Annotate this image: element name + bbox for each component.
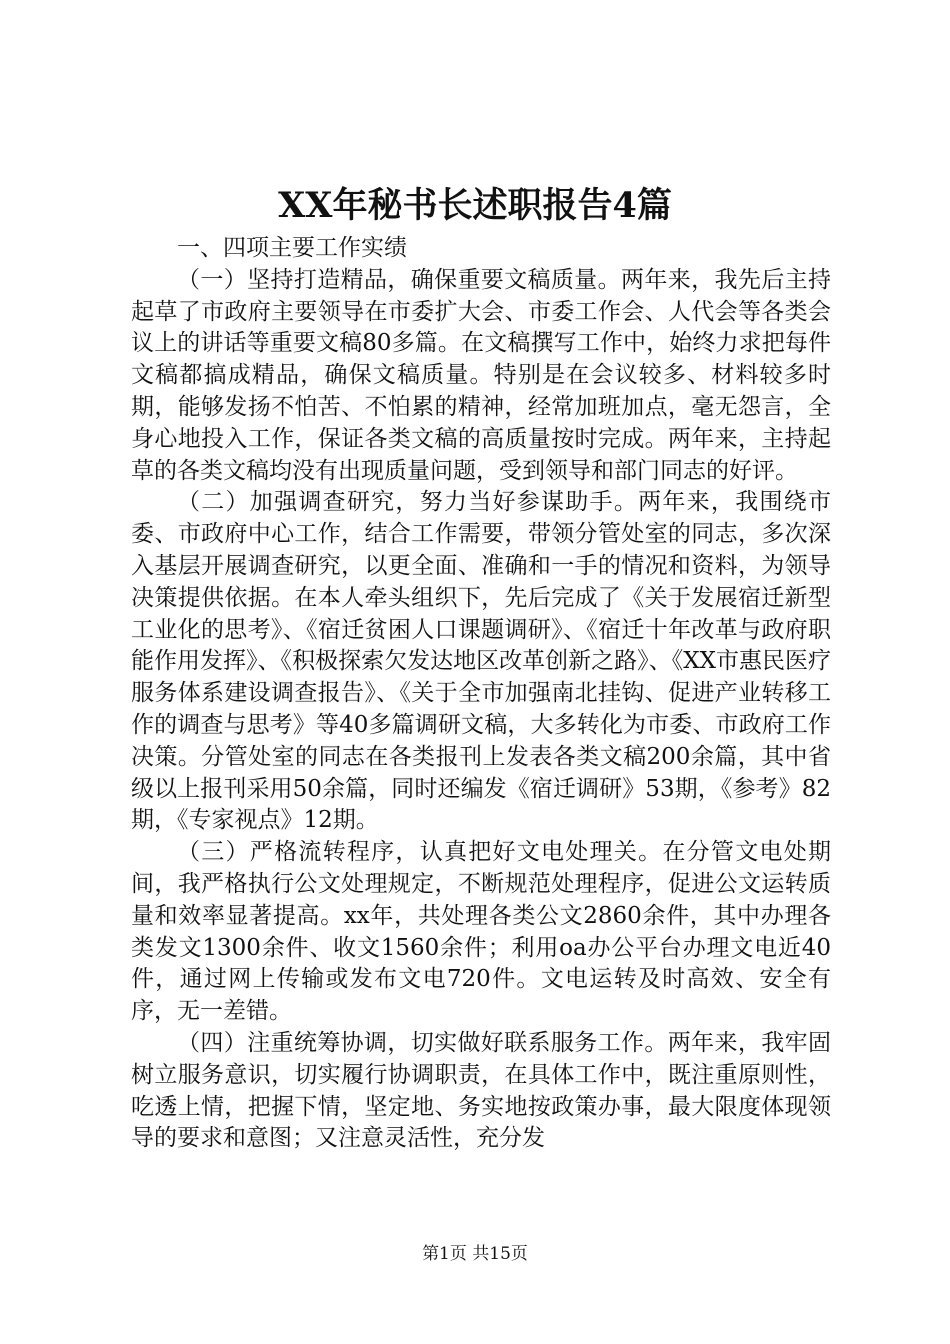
- document-body: [131, 233, 831, 1155]
- paragraph-3: （三）严格流转程序，认真把好文电处理关。在分管文电处期间，我严格执行公文处理规定，不断规范处理程序，促进公文运转质量和效率显著提高。xx年，共处理各类公文2860余件，其中办理各类发文1300余件、收文1560余件；利用oa办公平台办理文电近40件，通过网上传输或发布文电720件。文电运转及时高效、安全有序，无一差错。: [131, 839, 831, 1025]
- section-heading: 一、四项主要工作实绩: [177, 235, 407, 261]
- paragraph-1: （一）坚持打造精品，确保重要文稿质量。两年来，我先后主持起草了市政府主要领导在市委扩大会、市委工作会、人代会等各类会议上的讲话等重要文稿80多篇。在文稿撰写工作中，始终力求把每件文稿都搞成精品，确保文稿质量。特别是在会议较多、材料较多时期，能够发扬不怕苦、不怕累的精神，经常加班加点，毫无怨言，全身心地投入工作，保证各类文稿的高质量按时完成。两年来，主持起草的各类文稿均没有出现质量问题，受到领导和部门同志的好评。: [131, 266, 831, 484]
- paragraph-2: （二）加强调查研究，努力当好参谋助手。两年来，我围绕市委、市政府中心工作，结合工作需要，带领分管处室的同志，多次深入基层开展调查研究，以更全面、准确和一手的情况和资料，为领导决策提供依据。在本人牵头组织下，先后完成了《关于发展宿迁新型工业化的思考》、《宿迁贫困人口课题调研》、《宿迁十年改革与政府职能作用发挥》、《积极探索欠发达地区改革创新之路》、《XX市惠民医疗服务体系建设调查报告》、《关于全市加强南北挂钩、促进产业转移工作的调查与思考》等40多篇调研文稿，大多转化为市委、市政府工作决策。分管处室的同志在各类报刊上发表各类文稿200余篇，其中省级以上报刊采用50余篇，同时还编发《宿迁调研》53期，《参考》82期，《专家视点》12期。: [131, 489, 831, 834]
- page-footer: 第1页 共15页: [422, 1244, 528, 1264]
- paragraph-4: （四）注重统筹协调，切实做好联系服务工作。两年来，我牢固树立服务意识，切实履行协调职责，在具体工作中，既注重原则性，吃透上情，把握下情，坚定地、务实地按政策办事，最大限度体现领导的要求和意图；又注意灵活性，充分发: [131, 1029, 831, 1152]
- document-title: XX年秘书长述职报告4篇: [278, 185, 672, 226]
